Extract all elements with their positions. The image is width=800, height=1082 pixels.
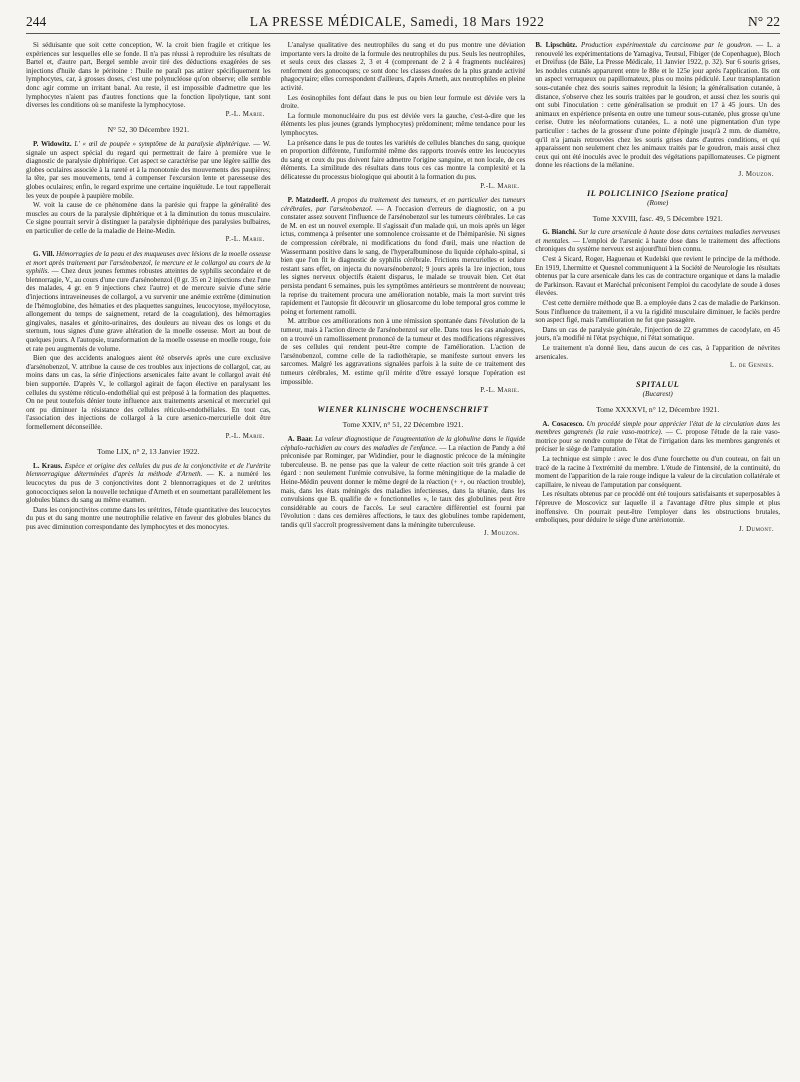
paragraph: Dans les conjonctivites comme dans les urétrites, l'étude quantitative des leucocytes du pus et du sang montre une neutrophilie relative en faveur des globules blancs du pus avec diminution correspondante des lymphocytes et des monocytes. bbox=[26, 505, 271, 531]
section-heading: SPITALUL bbox=[635, 379, 680, 389]
paragraph: Les éosinophiles font défaut dans le pus ou bien leur formule est déviée vers la droite. bbox=[280, 93, 526, 111]
article-author: A. Cosacesco. bbox=[542, 419, 585, 428]
signature: L. de Gennes. bbox=[729, 362, 775, 370]
article bbox=[535, 420, 780, 454]
issue-date: Tome XXIV, n° 51, 22 Décembre 1921. bbox=[342, 420, 464, 430]
section-city: (Rome) bbox=[647, 199, 669, 208]
issue-date: Tome XXXXVI, n° 12, Décembre 1921. bbox=[596, 404, 720, 414]
article-author: P. Widowitz. bbox=[33, 139, 72, 148]
article-author: L. Kraus. bbox=[33, 461, 63, 470]
article bbox=[281, 196, 526, 316]
article-text: — C. propose l'étude de la raie vaso-motrice pour se rendre compte de l'état de l'irrigation dans les membres gangrenés et préciser le siège de l'amputation. bbox=[535, 428, 781, 454]
signature: J. Mouzon. bbox=[483, 530, 520, 538]
article-title: L' « œil de poupée » symptôme de la paralysie diphtérique. bbox=[74, 139, 251, 148]
signature: P.-L. Marie. bbox=[225, 236, 265, 244]
paragraph: La présence dans le pus de toutes les variétés de cellules blanches du sang, quoique en proportion différente, l'uniformité même des rapports trouvés entre les leucocytes du sang et ceux du pus doivent faire admettre l'origine sanguine, et non locale, de ces éléments. La similitude des résultats dans tous ces cas montre la complexité et la délicatesse du processus biologique qui aboutit à la formation du pus. bbox=[280, 138, 526, 181]
column-1 bbox=[26, 41, 271, 1071]
section-city: (Bucarest) bbox=[642, 390, 673, 399]
signature: P.-L. Marie. bbox=[480, 387, 520, 395]
paragraph: Les résultats obtenus par ce procédé ont été toujours satisfaisants et superposables à l'épreuve de Moscovicz sur laquelle il a l'avantage d'être plus simple et plus inoffensive. On pourrait peut-être l'employer dans les obstructions brutales, emboliques, pour déduire le siège d'une artériotomie. bbox=[535, 490, 781, 525]
article-author: G. Vill. bbox=[33, 250, 55, 259]
article-author: B. Lipschütz. bbox=[535, 41, 578, 49]
article-text: — L. a renouvelé les expérimentations de Yamagiva, Teutsul, Fibiger (de Copenhague), Bloch et Dreifuss (de Bâle, La Presse Médicale, 11 Janvier 1922, p. 32). Sur 6 souris grises, les nodules cutanés apparurent entre le 88e et le 125e jour après l'application. Ils ont un aspect verruqueux ou papillomateux, plus ou moins pédiculé. Leur transplantation sous-cutanée chez des souris saines reproduit la lésion; la généralisation cutanée, à distance, s'observe chez les souris traitées par le goudron, et aussi chez les souris qui ont subi l'inoculation : cette généralisation se produit en 17 à 45 jours. Un des animaux en expérience présenta en outre une tumeur sous-cutanée, plus grosse qu'une cerise. Outre les néoformations cutanées, L. a noté une pigmentation d'un type particulier : taches de la grosseur d'une pointe d'épingle jusqu'à 2 mm. de diamètre, qu'il n'a jamais retrouvées chez les souris grises dans d'autres conditions, et qui apparaissent non seulement chez les animaux traités par le goudron, mais aussi chez ceux qui ont été inoculés avec le produit des végétations papillomateuses. Ce pigment donne les réactions de la mélanine. bbox=[535, 41, 781, 170]
article-text: — A l'occasion d'erreurs de diagnostic, on a pu constater assez souvent l'influence de l'arsénobenzol sur les tumeurs cérébrales. Le cas de M. en est un nouvel exemple. Il s'agissait d'un malade qui, un mois après un léger ictus, commença à présenter une somnolence croissante et de l'hémiparésie. Ni signes de compression cérébrale, ni modifications du fond d'œil, mais une réaction de Wassermann positive dans le sang, de l'hyperalbuminose du liquide céphalo-spinal, si bien que l'on fit le diagnostic de syphilis cérébrale. Frictions mercurielles et iodure restant sans effet, on injecta du novarsénobenzol; 9 jours après la 1re injection, tous les signes nerveux objectifs étaient disparus, le malade se trouvait bien. Cet état persista pendant 6 semaines, puis les symptômes antérieurs se montrèrent de nouveau; la reprise du traitement procura une amélioration notable, mais la mort survint très rapidement et l'autopsie fit découvrir un gliosarcome du lobe temporal gros comme le poing et fortement ramolli. bbox=[280, 204, 526, 316]
issue-date: Tome LIX, n° 2, 13 Janvier 1922. bbox=[97, 447, 200, 457]
article bbox=[26, 140, 271, 200]
paragraph: Bien que des accidents analogues aient été observés après une cure exclusive d'arsénobenzol, V. attribue la cause de ces troubles aux injections de collargol, car, au moins dans un cas, la série d'injections arsenicales faite avant le collargol avait été bien supportée. D'après V., le collargol agirait de façon élective en paralysant les cellules du système réticulo-endothélial qui est préposé à la formation des plaquettes. On ne peut toutefois dénier toute influence aux traitements arsenical et mercuriel qui ont pu diminuer la résistance des cellules réticulo-endothéliales. En tout cas, l'association des injections de collargol à la cure arsenico-mercurielle doit être formellement déconseillée. bbox=[26, 354, 271, 431]
signature: P.-L. Marie. bbox=[225, 110, 265, 118]
signature: J. Dumont. bbox=[738, 525, 775, 533]
paragraph: La technique est simple : avec le dos d'une fourchette ou d'un couteau, on fait un tracé de la racine à l'extrémité du membre. L'étude de l'intensité, de la continuité, du moment de l'apparition de la raie rouge indique la valeur de la circulation collatérale et capillaire, le niveau de l'amputation par conséquent. bbox=[535, 454, 781, 489]
article-title: A propos du traitement des tumeurs, et en particulier des tumeurs cérébrales, par l'arsénobenzol. bbox=[280, 196, 526, 213]
paragraph: C'est à Sicard, Roger, Haguenau et Kudelski que revient le principe de la méthode. En 1919, Lhermitte et Quesnel communiquent à la Société de Neurologie les résultats obtenus par la cure arsenicale dans les cas de contracture organique et dans la maladie de Parkinson. Ravaut et Maréchal préconisent l'emploi du cacodylate de soude à doses élevées. bbox=[535, 255, 781, 298]
section-heading: IL POLICLINICO [Sezione pratica] bbox=[586, 188, 729, 198]
article bbox=[535, 41, 780, 170]
paragraph: M. attribue ces améliorations non à une rémission spontanée dans l'évolution de la tumeur, mais à l'action directe de l'arsénobenzol sur elle. Dans tous les cas analogues, on a trouvé un ramollissement prononcé de la tumeur et des modifications régressives de ses cellules qui rendent peut-être compte de l'amélioration. L'action de l'arsénobenzol, comme celle de la radiothérapie, se manifeste surtout envers les sarcomes. Malgré les aggravations signalées parfois à la suite de ce traitement des tumeurs cérébrales, M. estime qu'il mérite d'être essayé lorsque l'opération est impossible. bbox=[280, 317, 526, 386]
issue-date: Tome XXVIII, fasc. 49, 5 Décembre 1921. bbox=[592, 213, 723, 223]
article-title: La valeur diagnostique de l'augmentation de la globuline dans le liquide céphalo-rachidien au cours des maladies de l'enfance. bbox=[280, 434, 526, 452]
paragraph: Le traitement n'a donné lieu, dans aucun de ces cas, à l'apparition de névrites arsenicales. bbox=[535, 344, 781, 361]
article-title: Un procédé simple pour apprécier l'état de la circulation dans les membres gangrenés (la raie vaso-motrice). bbox=[535, 419, 781, 437]
paragraph: L'analyse qualitative des neutrophiles du sang et du pus montre une déviation importante vers la droite de la formule des neutrophiles du pus. Seuls les neutrophiles, et seuls ceux des classes 2, 3 et 4 (comprenant de 2 à 4 fragments nucléaires) renferment des gonocoques; ce sont donc les classes douées de la plus grande activité phagocytaire; elles correspondent d'ailleurs, d'après Arneth, aux neutrophiles en pleine activité. bbox=[280, 41, 526, 92]
article bbox=[26, 462, 271, 505]
article-text: — K. a numéré les leucocytes du pus de 3 conjonctivites dont 2 blennorragiques et de 2 urétrites gonococciques selon la nouvelle technique d'Arneth et en soumettant parallèlement les globules blancs du sang au même examen. bbox=[26, 470, 271, 505]
issue-number: N° 22 bbox=[747, 14, 780, 29]
article-text: — La réaction de Pandy a été préconisée par Rominger, par Widindier, pour le diagnostic précoce de la méningite tuberculeuse. B. ne pense pas que la valeur de cette réaction soit très grande à cet égard : non seulement l'urémie convulsive, la forme méningitique de la maladie de Heine-Médin peuvent donner le même degré de la réaction (+ +, ou réaction trouble), mais, dans les états méningés des maladies infectieuses, dans la tétanie, dans les convulsions que B. qualifie de « fonctionnelles », le taux des globulines peut être considérable au cours de l'accès. Le seul caractère différentiel est fourni par l'évolution : dans ces dernières affections, le taux des globulines tombe rapidement, tandis qu'il s'accroît progressivement dans la méningite tuberculeuse. bbox=[280, 443, 526, 529]
article-title: Sur la cure arsenicale à haute dose dans certaines maladies nerveuses et mentales. bbox=[535, 228, 781, 245]
article-title: Espèce et origine des cellules du pus de la conjonctivite et de l'urétrite blennorragique déterminées d'après la méthode d'Arneth. bbox=[26, 461, 271, 479]
article bbox=[535, 228, 780, 254]
paragraph: W. voit la cause de ce phénomène dans la parésie qui frappe la généralité des muscles au cours de la paralysie diphtérique et à la diminution du tonus musculaire. Ce signe pourrait servir à distinguer la paralysie diphtérique des paralysies bulbaires, en particulier de celle de la maladie de Heine-Medin. bbox=[26, 201, 271, 235]
article-title: Hémorragies de la peau et des muqueuses avec lésions de la moelle osseuse et mort après traitement par l'arsénobenzol, le mercure et le collargol au cours de la syphilis. bbox=[26, 250, 271, 276]
article-author: A. Baar. bbox=[287, 434, 313, 443]
paragraph: La formule mononucléaire du pus est déviée vers la gauche, c'est-à-dire que les éléments les plus jeunes (grands lymphocytes) prédominent; même tendance pour les lymphocytes. bbox=[280, 111, 526, 137]
article-text: — L'emploi de l'arsenic à haute dose dans le traitement des affections chroniques du système nerveux est aujourd'hui bien connu. bbox=[535, 236, 781, 254]
article-text: — W. signale un aspect spécial du regard qui permettrait de faire à première vue le diagnostic de paralysie diphtérique. Cet aspect se caractérise par une légère saillie des globes oculaires associée à la rareté et à la monotonie des mouvements des paupières; la tête, par ses mouvements, tend à compenser l'excursion lente et paresseuse des globes oculaires; enfin, le regard exprime une certaine inquiétude. Le tout rappellerait les yeux de poupée à paupière mobile. bbox=[26, 139, 271, 200]
signature: J. Mouzon. bbox=[738, 170, 775, 178]
paragraph: Dans un cas de paralysie générale, l'injection de 22 grammes de cacodylate, en 45 jours, n'a modifié ni l'état psychique, ni l'état somatique. bbox=[535, 325, 781, 343]
issue-date: N° 52, 30 Décembre 1921. bbox=[107, 125, 190, 135]
page-number: 244 bbox=[26, 14, 47, 29]
journal-title: LA PRESSE MÉDICALE, Samedi, 18 Mars 1922 bbox=[249, 14, 545, 29]
column-3 bbox=[535, 41, 780, 1071]
signature: P.-L. Marie. bbox=[480, 182, 520, 190]
page-header bbox=[26, 14, 780, 34]
article-title: Production expérimentale du carcinome par le goudron. bbox=[581, 41, 753, 49]
column-2 bbox=[281, 41, 526, 1071]
article-author: P. Matzdorff. bbox=[287, 196, 329, 205]
signature: P.-L. Marie. bbox=[225, 432, 265, 440]
paragraph: Si séduisante que soit cette conception, W. la croit bien fragile et critique les expériences sur lesquelles elle se fonde. Il n'a pas réussi à reproduire les résultats de Bartel et, d'autre part, Bergel semble avoir tiré des déductions exagérées de ses injections d'huile dans le péritoine : l'huile ne paraît pas attirer spécifiquement les lymphocytes, car, à grosses doses, c'est une polynucléose qu'on observe; elle semble donc agir comme un irritant banal. Au reste, il est impossible d'admettre que les lymphocytes n'aient pas d'autres fonctions que la fonction lipolytique, tant sont diverses les conditions où se manifeste la lymphocytose. bbox=[26, 41, 271, 110]
article-text: — Chez deux jeunes femmes robustes atteintes de syphilis secondaire et de blennorragie, V., au cours d'une cure d'arsénobenzol (0 gr. 35 en 2 injections chez l'une des malades, 4 gr. en 9 injections chez l'autre) et de mercure suivie d'une série d'injections intraveineuses de collargol, a vu survenir une anémie extrême (diminution de l'hémoglobine, des hématies et des plaquettes sanguines, leucocytose, myélocytose, allongement du temps de saignement, retard de la coagulation), des hémorragies gingivales, nasales et génito-urinaires, des douleurs au niveau des os longs et du sternum, tous signes d'une grave altération de la moelle osseuse. Mort au bout de quelques jours. A l'autopsie, transformation de la moelle osseuse en moelle rouge, foie et rate peu augmentés de volume. bbox=[26, 267, 271, 353]
article-author: G. Bianchi. bbox=[542, 228, 577, 237]
article bbox=[26, 250, 271, 353]
paragraph: C'est cette dernière méthode que B. a employée dans 2 cas de maladie de Parkinson. Sous l'influence du traitement, il a vu la rigidité musculaire diminuer, le faciès perdre son aspect figé, mais l'amélioration ne fut que passagère. bbox=[535, 299, 781, 325]
section-heading: WIENER KLINISCHE WOCHENSCHRIFT bbox=[317, 404, 489, 414]
article bbox=[281, 435, 526, 530]
